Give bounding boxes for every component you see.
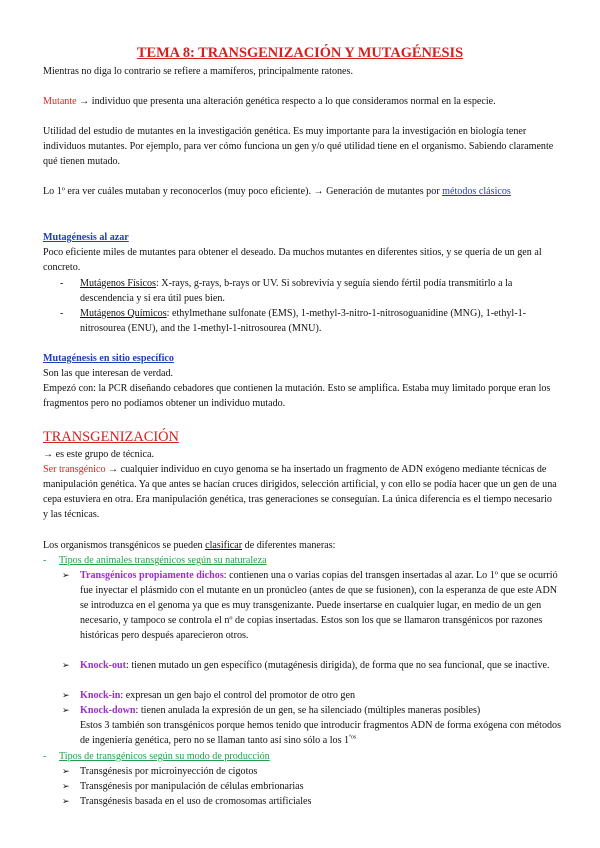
- arrow-bullet-icon: ➢: [62, 690, 70, 700]
- sitio-line1: Son las que interesan de verdad.: [43, 368, 174, 379]
- sitio-heading: [43, 351, 559, 366]
- item-text: : tienen mutado un gen específico (mutagénesis dirigida), de forma que no sea funcional, que se inactive.: [126, 660, 550, 671]
- item-label: Knock-out: [80, 660, 126, 671]
- dash-marker: -: [60, 278, 64, 289]
- arrow-bullet-icon: ➢: [62, 781, 70, 791]
- group-label: Tipos de animales transgénicos según su naturaleza: [59, 555, 267, 566]
- item-label: Mutágenos Físicos: [80, 278, 156, 289]
- transgen-definition: [43, 462, 559, 522]
- transgen-term: Ser transgénico: [43, 464, 106, 475]
- paso1-text: [43, 184, 559, 199]
- intro-text: Mientras no diga lo contrario se refiere a mamíferos, principalmente ratones.: [43, 66, 353, 77]
- item-text: Transgénesis por microinyección de cigotos: [80, 766, 258, 777]
- transgen-def: → cualquier individuo en cuyo genoma se ha insertado un fragmento de ADN exógeno mediante técnicas de manipulación genética. Ya que antes se hacían cruces dirigidos, selección artificial, y con ello se podía hacer que un gen de una cepa estuviera en otra. Era manipulación genética, tras generaciones se conseguían. La única diferencia es el tiempo necesario y las técnicas.: [43, 464, 557, 520]
- azar-heading: [43, 230, 559, 245]
- dash-marker: -: [43, 751, 47, 762]
- note-superscript: ºos: [349, 734, 357, 741]
- item-text: : ethylmethane sulfonate (EMS), 1-methyl-3-nitro-1-nitrosoguanidine (MNG), 1-ethyl-1-nitrosourea (ENU), and the 1-methyl-1-nitrosourea (MNU).: [80, 308, 527, 334]
- item-text: Transgénesis basada en el uso de cromosomas artificiales: [80, 796, 312, 807]
- mutante-definition: [43, 94, 559, 109]
- item-text: : X-rays, g-rays, b-rays or UV. Si sobrevivía y seguía siendo fértil podía transmitirlo a la descendencia y si era útil pues bien.: [80, 278, 513, 304]
- clasif-post: de diferentes maneras:: [242, 540, 336, 551]
- item-text: : expresan un gen bajo el control del promotor de otro gen: [120, 690, 356, 701]
- metodos-clasicos-link[interactable]: métodos clásicos: [442, 186, 511, 197]
- item-text: : contienen una o varias copias del transgen insertadas al azar. Lo 1º que se ocurrió fue inyectar el plásmido con el mutante en un pronúcleo (antes de que se fusionen), con la esperanza de que este ADN se introduzca en el genoma ya que es muy transgenizante. Puede insertarse en cualquier lugar, en medio de un gen necesario, y tampoco se controla el nº de copias insertadas. Estos son los que se llamaron transgénicos por razones históricas pero después aparecieron otros.: [80, 570, 558, 641]
- mutante-term: Mutante: [43, 96, 77, 107]
- group-label: Tipos de transgénicos según su modo de producción: [59, 751, 270, 762]
- knock-note: Estos 3 también son transgénicos porque hemos tenido que introducir fragmentos ADN de forma exógena con métodos de ingeniería genética, pero no se llaman tanto así sino sólo a los 1: [80, 720, 562, 746]
- page-title: TEMA 8: TRANSGENIZACIÓN Y MUTAGÉNESIS: [136, 45, 464, 61]
- item-label: Mutágenos Químicos: [80, 308, 167, 319]
- arrow-bullet-icon: ➢: [62, 796, 70, 806]
- utilidad-text: Utilidad del estudio de mutantes en la investigación genética. Es muy importante para la investigación en biología tener individuos mutantes. Por ejemplo, para ver cómo funciona un gen y/o qué utilidad tiene en el organismo. Sabiendo claramente qué tienen mutado.: [43, 126, 554, 167]
- dash-marker: -: [43, 555, 47, 566]
- sitio-line2: Empezó con: la PCR diseñando cebadores que contienen la mutación. Esto se amplifica. Estaba muy limitado porque eran los fragmentos pero no podíamos obtener un individuo mutado.: [43, 383, 551, 409]
- clasif-pre: Los organismos transgénicos se pueden: [43, 540, 206, 551]
- arrow-bullet-icon: ➢: [62, 660, 70, 670]
- dash-marker: -: [60, 308, 64, 319]
- arrow-bullet-icon: ➢: [62, 766, 70, 776]
- paso1-body: Lo 1º era ver cuáles mutaban y reconocerlos (muy poco eficiente). → Generación de mutantes por: [43, 186, 443, 197]
- clasif-intro: [43, 538, 559, 553]
- item-label: Knock-down: [80, 705, 136, 716]
- item-label: Knock-in: [80, 690, 121, 701]
- item-text: Transgénesis por manipulación de células embrionarias: [80, 781, 304, 792]
- azar-text: Poco eficiente miles de mutantes para obtener el deseado. Da muchos mutantes en diferentes sitios, y se quería de un gen al concreto.: [43, 247, 542, 273]
- azar-heading-text: Mutagénesis al azar: [43, 232, 129, 243]
- transgen-heading: [43, 428, 559, 446]
- transgen-heading-text: TRANSGENIZACIÓN: [43, 429, 179, 445]
- item-text: : tienen anulada la expresión de un gen, se ha silenciado (múltiples maneras posibles): [135, 705, 481, 716]
- arrow-bullet-icon: ➢: [62, 705, 70, 715]
- arrow-bullet-icon: ➢: [62, 570, 70, 580]
- item-label: Transgénicos propiamente dichos: [80, 570, 224, 581]
- mutante-def: → individuo que presenta una alteración genética respecto a lo que consideramos normal en la especie.: [76, 96, 496, 107]
- sitio-heading-text: Mutagénesis en sitio específico: [43, 353, 174, 364]
- transgen-line1: → es este grupo de técnica.: [43, 449, 154, 460]
- clasif-word: clasificar: [205, 540, 243, 551]
